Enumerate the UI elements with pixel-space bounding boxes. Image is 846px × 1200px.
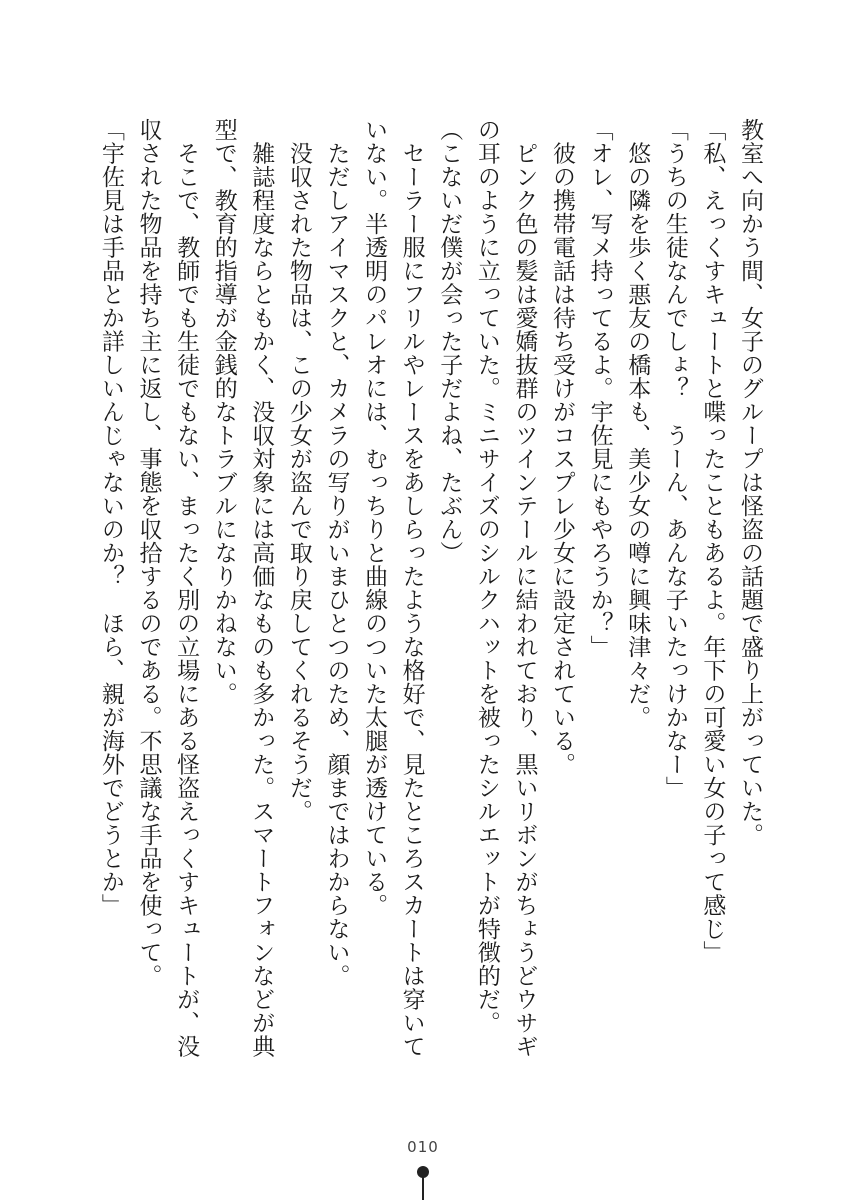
text-line-6: 彼の携帯電話は待ち受けがコスプレ少女に設定されている。 [549, 118, 576, 776]
text-line-17: 収された物品を持ち主に返し、事態を収拾するのである。不思議な手品を使って。 [135, 118, 162, 988]
text-line-4: 悠の隣を歩く悪友の橋本も、美少女の噂に興味津々だ。 [624, 118, 651, 729]
text-line-9: （こないだ僕が会った子だよね、たぶん） [436, 118, 463, 565]
text-line-8: の耳のように立っていた。ミニサイズのシルクハットを被ったシルエットが特徴的だ。 [473, 118, 500, 1035]
text-line-2: 「私、えっくすキュートと喋ったこともあるよ。年下の可愛い女の子って感じ」 [699, 118, 726, 964]
text-line-5: 「オレ、写メ持ってるよ。宇佐見にもやろうか？」 [586, 118, 613, 659]
text-line-3: 「うちの生徒なんでしょ？ うーん、あんな子いたっけかなー」 [661, 118, 688, 800]
text-line-10: セーラー服にフリルやレースをあしらったような格好で、見たところスカートは穿いて [398, 118, 425, 1058]
text-line-14: 雑誌程度ならともかく、没収対象には高価なものも多かった。スマートフォンなどが典 [248, 118, 275, 1058]
marker-line [422, 1176, 424, 1200]
text-line-12: ただしアイマスクと、カメラの写りがいまひとつのため、顔まではわからない。 [323, 118, 350, 988]
text-line-15: 型で、教育的指導が金銭的なトラブルになりかねない。 [210, 118, 237, 706]
text-line-11: いない。半透明のパレオには、むっちりと曲線のついた太腿が透けている。 [361, 118, 388, 917]
page-marker-icon [415, 1166, 431, 1200]
text-line-18: 「宇佐見は手品とか詳しいんじゃないのか？ ほら、親が海外でどうとか」 [97, 118, 124, 917]
page-number: 010 [407, 1138, 439, 1156]
text-line-7: ピンク色の髪は愛嬌抜群のツインテールに結われており、黒いリボンがちょうどウサギ [511, 118, 538, 1058]
text-line-13: 没収された物品は、この少女が盗んで取り戻してくれるそうだ。 [285, 118, 312, 823]
text-line-16: そこで、教師でも生徒でもない、まったく別の立場にある怪盗えっくすキュートが、没 [173, 118, 200, 1058]
text-line-1: 教室へ向かう間、女子のグループは怪盗の話題で盛り上がっていた。 [737, 118, 763, 847]
body-text [68, 118, 768, 1118]
